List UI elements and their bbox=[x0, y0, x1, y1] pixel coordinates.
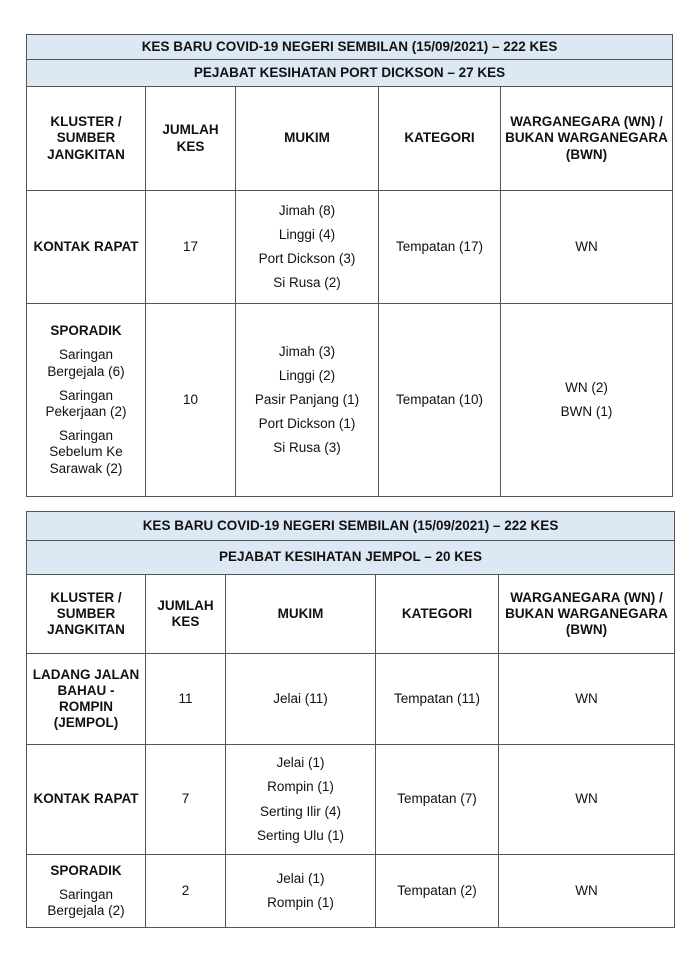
mukim-cell bbox=[236, 304, 379, 497]
mukim-item: Linggi (4) bbox=[278, 226, 336, 242]
header-jumlah: JUMLAH KES bbox=[146, 87, 236, 191]
jumlah-cell: 10 bbox=[146, 304, 236, 497]
kategori-cell: Tempatan (11) bbox=[376, 654, 499, 745]
kluster-cell: KONTAK RAPAT bbox=[27, 745, 146, 855]
kluster-cell bbox=[27, 855, 146, 928]
mukim-item: Jimah (8) bbox=[278, 202, 336, 218]
table-row bbox=[27, 654, 675, 745]
table-subtitle: PEJABAT KESIHATAN PORT DICKSON – 27 KES bbox=[27, 60, 673, 87]
mukim-item: Rompin (1) bbox=[267, 895, 334, 910]
mukim-item: Jelai (1) bbox=[276, 755, 325, 771]
kluster-sub: Saringan Pekerjaan (2) bbox=[45, 387, 127, 419]
kluster-label: SPORADIK bbox=[50, 323, 122, 339]
header-jumlah: JUMLAH KES bbox=[146, 575, 226, 654]
mukim-item: Serting Ulu (1) bbox=[256, 827, 345, 843]
kluster-sub: Saringan Sebelum Ke Sarawak (2) bbox=[49, 428, 123, 476]
kategori-cell: Tempatan (2) bbox=[376, 855, 499, 928]
header-kategori: KATEGORI bbox=[376, 575, 499, 654]
mukim-item: Jimah (3) bbox=[278, 343, 336, 359]
warga-cell: WN bbox=[501, 191, 673, 304]
kategori-cell: Tempatan (10) bbox=[379, 304, 501, 497]
header-kluster: KLUSTER / SUMBER JANGKITAN bbox=[27, 87, 146, 191]
table-subtitle: PEJABAT KESIHATAN JEMPOL – 20 KES bbox=[27, 541, 675, 575]
jumlah-cell: 2 bbox=[146, 855, 226, 928]
table-row bbox=[27, 855, 675, 928]
header-kluster: KLUSTER / SUMBER JANGKITAN bbox=[27, 575, 146, 654]
header-mukim: MUKIM bbox=[226, 575, 376, 654]
mukim-item: Port Dickson (1) bbox=[258, 416, 356, 432]
kluster-cell bbox=[27, 304, 146, 497]
warga-cell: WN bbox=[499, 654, 675, 745]
jumlah-cell: 17 bbox=[146, 191, 236, 304]
kategori-cell: Tempatan (17) bbox=[379, 191, 501, 304]
mukim-item: Pasir Panjang (1) bbox=[254, 391, 360, 407]
kategori-cell: Tempatan (7) bbox=[376, 745, 499, 855]
header-warga: WARGANEGARA (WN) / BUKAN WARGANEGARA (BWN) bbox=[499, 575, 675, 654]
mukim-item: Port Dickson (3) bbox=[258, 251, 356, 266]
header-mukim: MUKIM bbox=[236, 87, 379, 191]
jumlah-cell: 7 bbox=[146, 745, 226, 855]
kluster-cell: KONTAK RAPAT bbox=[27, 191, 146, 304]
mukim-item: Jelai (1) bbox=[276, 870, 325, 886]
mukim-item: Rompin (1) bbox=[267, 779, 334, 795]
kluster-cell: LADANG JALAN BAHAU - ROMPIN (JEMPOL) bbox=[27, 654, 146, 745]
jumlah-cell: 11 bbox=[146, 654, 226, 745]
mukim-cell: Jelai (11) bbox=[226, 654, 376, 745]
kluster-label: SPORADIK bbox=[50, 862, 122, 878]
warga-cell bbox=[501, 304, 673, 497]
mukim-cell bbox=[226, 745, 376, 855]
warga-cell: WN bbox=[499, 855, 675, 928]
warga-item: BWN (1) bbox=[560, 404, 613, 419]
header-kategori: KATEGORI bbox=[379, 87, 501, 191]
table-row bbox=[27, 304, 673, 497]
kluster-sub: Saringan Bergejala (6) bbox=[47, 347, 125, 379]
warga-item: WN (2) bbox=[565, 379, 608, 395]
mukim-item: Serting Ilir (4) bbox=[259, 803, 342, 819]
port-dickson-table bbox=[26, 34, 673, 497]
mukim-cell bbox=[226, 855, 376, 928]
mukim-item: Linggi (2) bbox=[278, 367, 336, 383]
table-title: KES BARU COVID-19 NEGERI SEMBILAN (15/09/2021) – 222 KES bbox=[27, 512, 675, 541]
mukim-item: Si Rusa (3) bbox=[273, 440, 341, 456]
table-row bbox=[27, 191, 673, 304]
mukim-cell bbox=[236, 191, 379, 304]
warga-cell: WN bbox=[499, 745, 675, 855]
table-row bbox=[27, 745, 675, 855]
jempol-table bbox=[26, 511, 675, 928]
header-warga: WARGANEGARA (WN) / BUKAN WARGANEGARA (BWN) bbox=[501, 87, 673, 191]
table-title: KES BARU COVID-19 NEGERI SEMBILAN (15/09/2021) – 222 KES bbox=[27, 35, 673, 60]
mukim-item: Si Rusa (2) bbox=[273, 275, 341, 291]
kluster-sub: Saringan Bergejala (2) bbox=[47, 886, 125, 919]
